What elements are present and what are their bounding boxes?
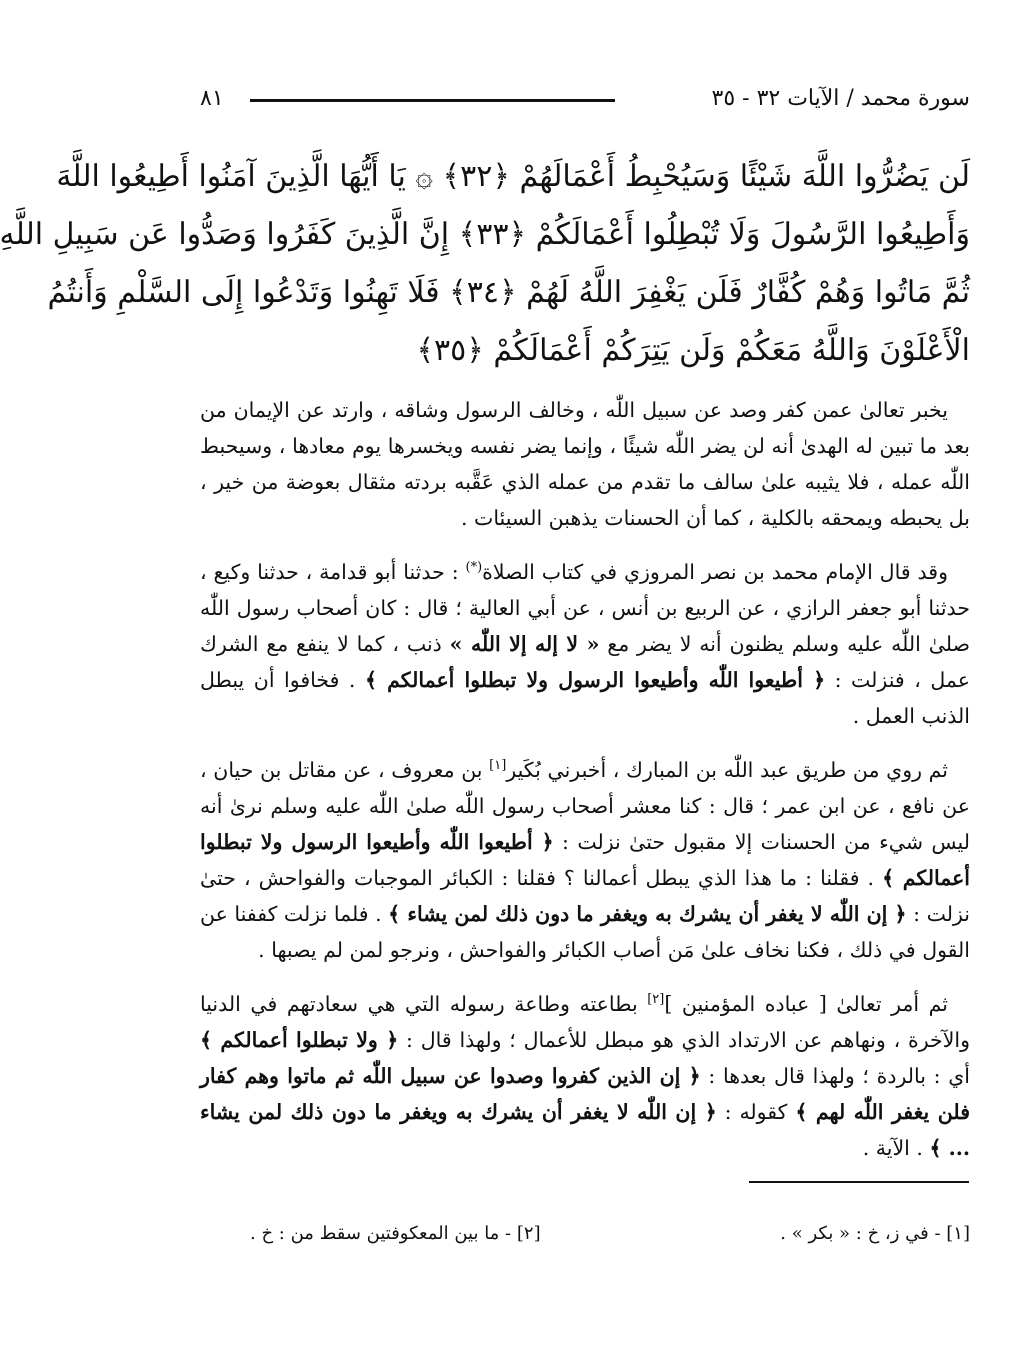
quran-line: وَأَطِيعُوا الرَّسُولَ وَلَا تُبْطِلُوا أَعْمَالَكُمْ ﴿٣٣﴾ إِنَّ الَّذِينَ كَفَرُوا وَصَدُّوا عَن سَبِيلِ اللَّهِ [0, 217, 970, 252]
bold-quote: ﴿ إن اللّٰه لا يغفر أن يشرك به ويغفر ما دون ذلك لمن يشاء ﴾ [388, 902, 907, 926]
paragraph-text: . الآية . [862, 1136, 930, 1160]
quran-line: الْأَعْلَوْنَ وَاللَّهُ مَعَكُمْ وَلَن يَتِرَكُمْ أَعْمَالَكُمْ ﴿٣٥﴾ [416, 333, 970, 368]
paragraph-text: . فخافوا أن يبطل الذنب العمل . [200, 668, 970, 728]
paragraph-3 [200, 752, 970, 968]
paragraph-text: يخبر تعالىٰ عمن كفر وصد عن سبيل اللّٰه ، وخالف الرسول وشاقه ، وارتد عن الإيمان من بعد ما تبين له الهدىٰ أنه لن يضر اللّٰه شيئًا ، وإنما يضر نفسه ويخسرها يوم معادها ، وسيحبط اللّٰه عمله ، فلا يثيبه علىٰ سالف ما تقدم من عمله الذي عَقَّبه بردته مثقال بعوضة من خير ، بل يحبطه ويمحقه بالكلية ، كما أن الحسنات يذهبن السيئات . [200, 398, 970, 530]
page-header [200, 84, 970, 120]
bold-quote: ﴿ ولا تبطلوا أعمالكم ﴾ [200, 1028, 399, 1052]
footnote-ref: [٢] [647, 992, 665, 1008]
footnote-1: [١] - في ز، خ : « بكر » . [780, 1223, 970, 1244]
bold-quote: ﴿ أطيعوا اللّٰه وأطيعوا الرسول ولا تبطلوا أعمالكم ﴾ [364, 668, 826, 692]
footnote-rule [749, 1181, 969, 1183]
bold-quote: ﴿ إن الذين كفروا وصدوا عن سبيل اللّٰه ثم ماتوا وهم كفار فلن يغفر اللّٰه لهم ﴾ [200, 1064, 970, 1124]
paragraph-text: : حدثنا أبو قدامة ، حدثنا وكيع ، حدثنا أبو جعفر الرازي ، عن الربيع بن أنس ، عن أبي العالية ؛ قال : كان أصحاب رسول اللّٰه صلىٰ اللّٰه عليه وسلم يظنون أنه لا يضر مع [200, 560, 970, 656]
paragraph-text: . فلما نزلت كففنا عن القول في ذلك ، فكنا نخاف علىٰ مَن أصاب الكبائر والفواحش ، ونرجو لمن لم يصبها . [200, 902, 970, 962]
paragraph-text: بن معروف ، عن مقاتل بن حيان ، عن نافع ، عن ابن عمر ؛ قال : كنا معشر أصحاب رسول اللّٰه صلىٰ اللّٰه عليه وسلم نرىٰ أنه ليس شيء من الحسنات إلا مقبول حتىٰ نزلت : [200, 758, 970, 854]
page-number: ٨١ [200, 86, 224, 111]
paragraph-text: ثم روي من طريق عبد اللّٰه بن المبارك ، أخبرني بُكَير [506, 758, 948, 782]
paragraph-text: . فقلنا : ما هذا الذي يبطل أعمالنا ؟ فقلنا : الكبائر الموجبات والفواحش ، حتىٰ نزلت : [200, 866, 970, 926]
bold-quote: ﴿ أطيعوا اللّٰه وأطيعوا الرسول ولا تبطلوا أعمالكم ﴾ [200, 830, 970, 890]
paragraph-text: ثم أمر تعالىٰ [ عباده المؤمنين ] [664, 992, 948, 1016]
header-rule [250, 99, 615, 102]
running-title: سورة محمد / الآيات ٣٢ - ٣٥ [711, 86, 970, 111]
quran-line: لَن يَضُرُّوا اللَّهَ شَيْئًا وَسَيُحْبِطُ أَعْمَالَهُمْ ﴿٣٢﴾ ۞ يَا أَيُّهَا الَّذِينَ آمَنُوا أَطِيعُوا اللَّهَ [56, 159, 970, 194]
quran-line: ثُمَّ مَاتُوا وَهُمْ كُفَّارٌ فَلَن يَغْفِرَ اللَّهُ لَهُمْ ﴿٣٤﴾ فَلَا تَهِنُوا وَتَدْعُوا إِلَى السَّلْمِ وَأَنتُمُ [47, 275, 970, 310]
note-ref: (*) [465, 560, 483, 576]
footnote-ref: [١] [489, 758, 507, 774]
paragraph-text: أي : بالردة ؛ ولهذا قال بعدها : [700, 1064, 971, 1088]
paragraph-text: كقوله : [716, 1100, 796, 1124]
tafsir-body [200, 392, 970, 1184]
bold-quote: ﴿ إن اللّٰه لا يغفر أن يشرك به ويغفر ما دون ذلك لمن يشاء ... ﴾ [200, 1100, 970, 1160]
paragraph-4 [200, 986, 970, 1166]
footnotes [250, 1220, 970, 1250]
paragraph-1 [200, 392, 970, 536]
paragraph-text: وقد قال الإمام محمد بن نصر المروزي في كتاب الصلاة [482, 560, 948, 584]
bold-quote: « لا إله إلا اللّٰه » [449, 632, 600, 656]
paragraph-text: بطاعته وطاعة رسوله التي هي سعادتهم في الدنيا والآخرة ، ونهاهم عن الارتداد الذي هو مبطل للأعمال ؛ ولهذا قال : [200, 992, 970, 1052]
paragraph-2 [200, 554, 970, 734]
paragraph-text: ذنب ، كما لا ينفع مع الشرك عمل ، فنزلت : [200, 632, 970, 692]
quran-verses [0, 148, 970, 380]
footnote-2: [٢] - ما بين المعكوفتين سقط من : خ . [250, 1223, 541, 1244]
